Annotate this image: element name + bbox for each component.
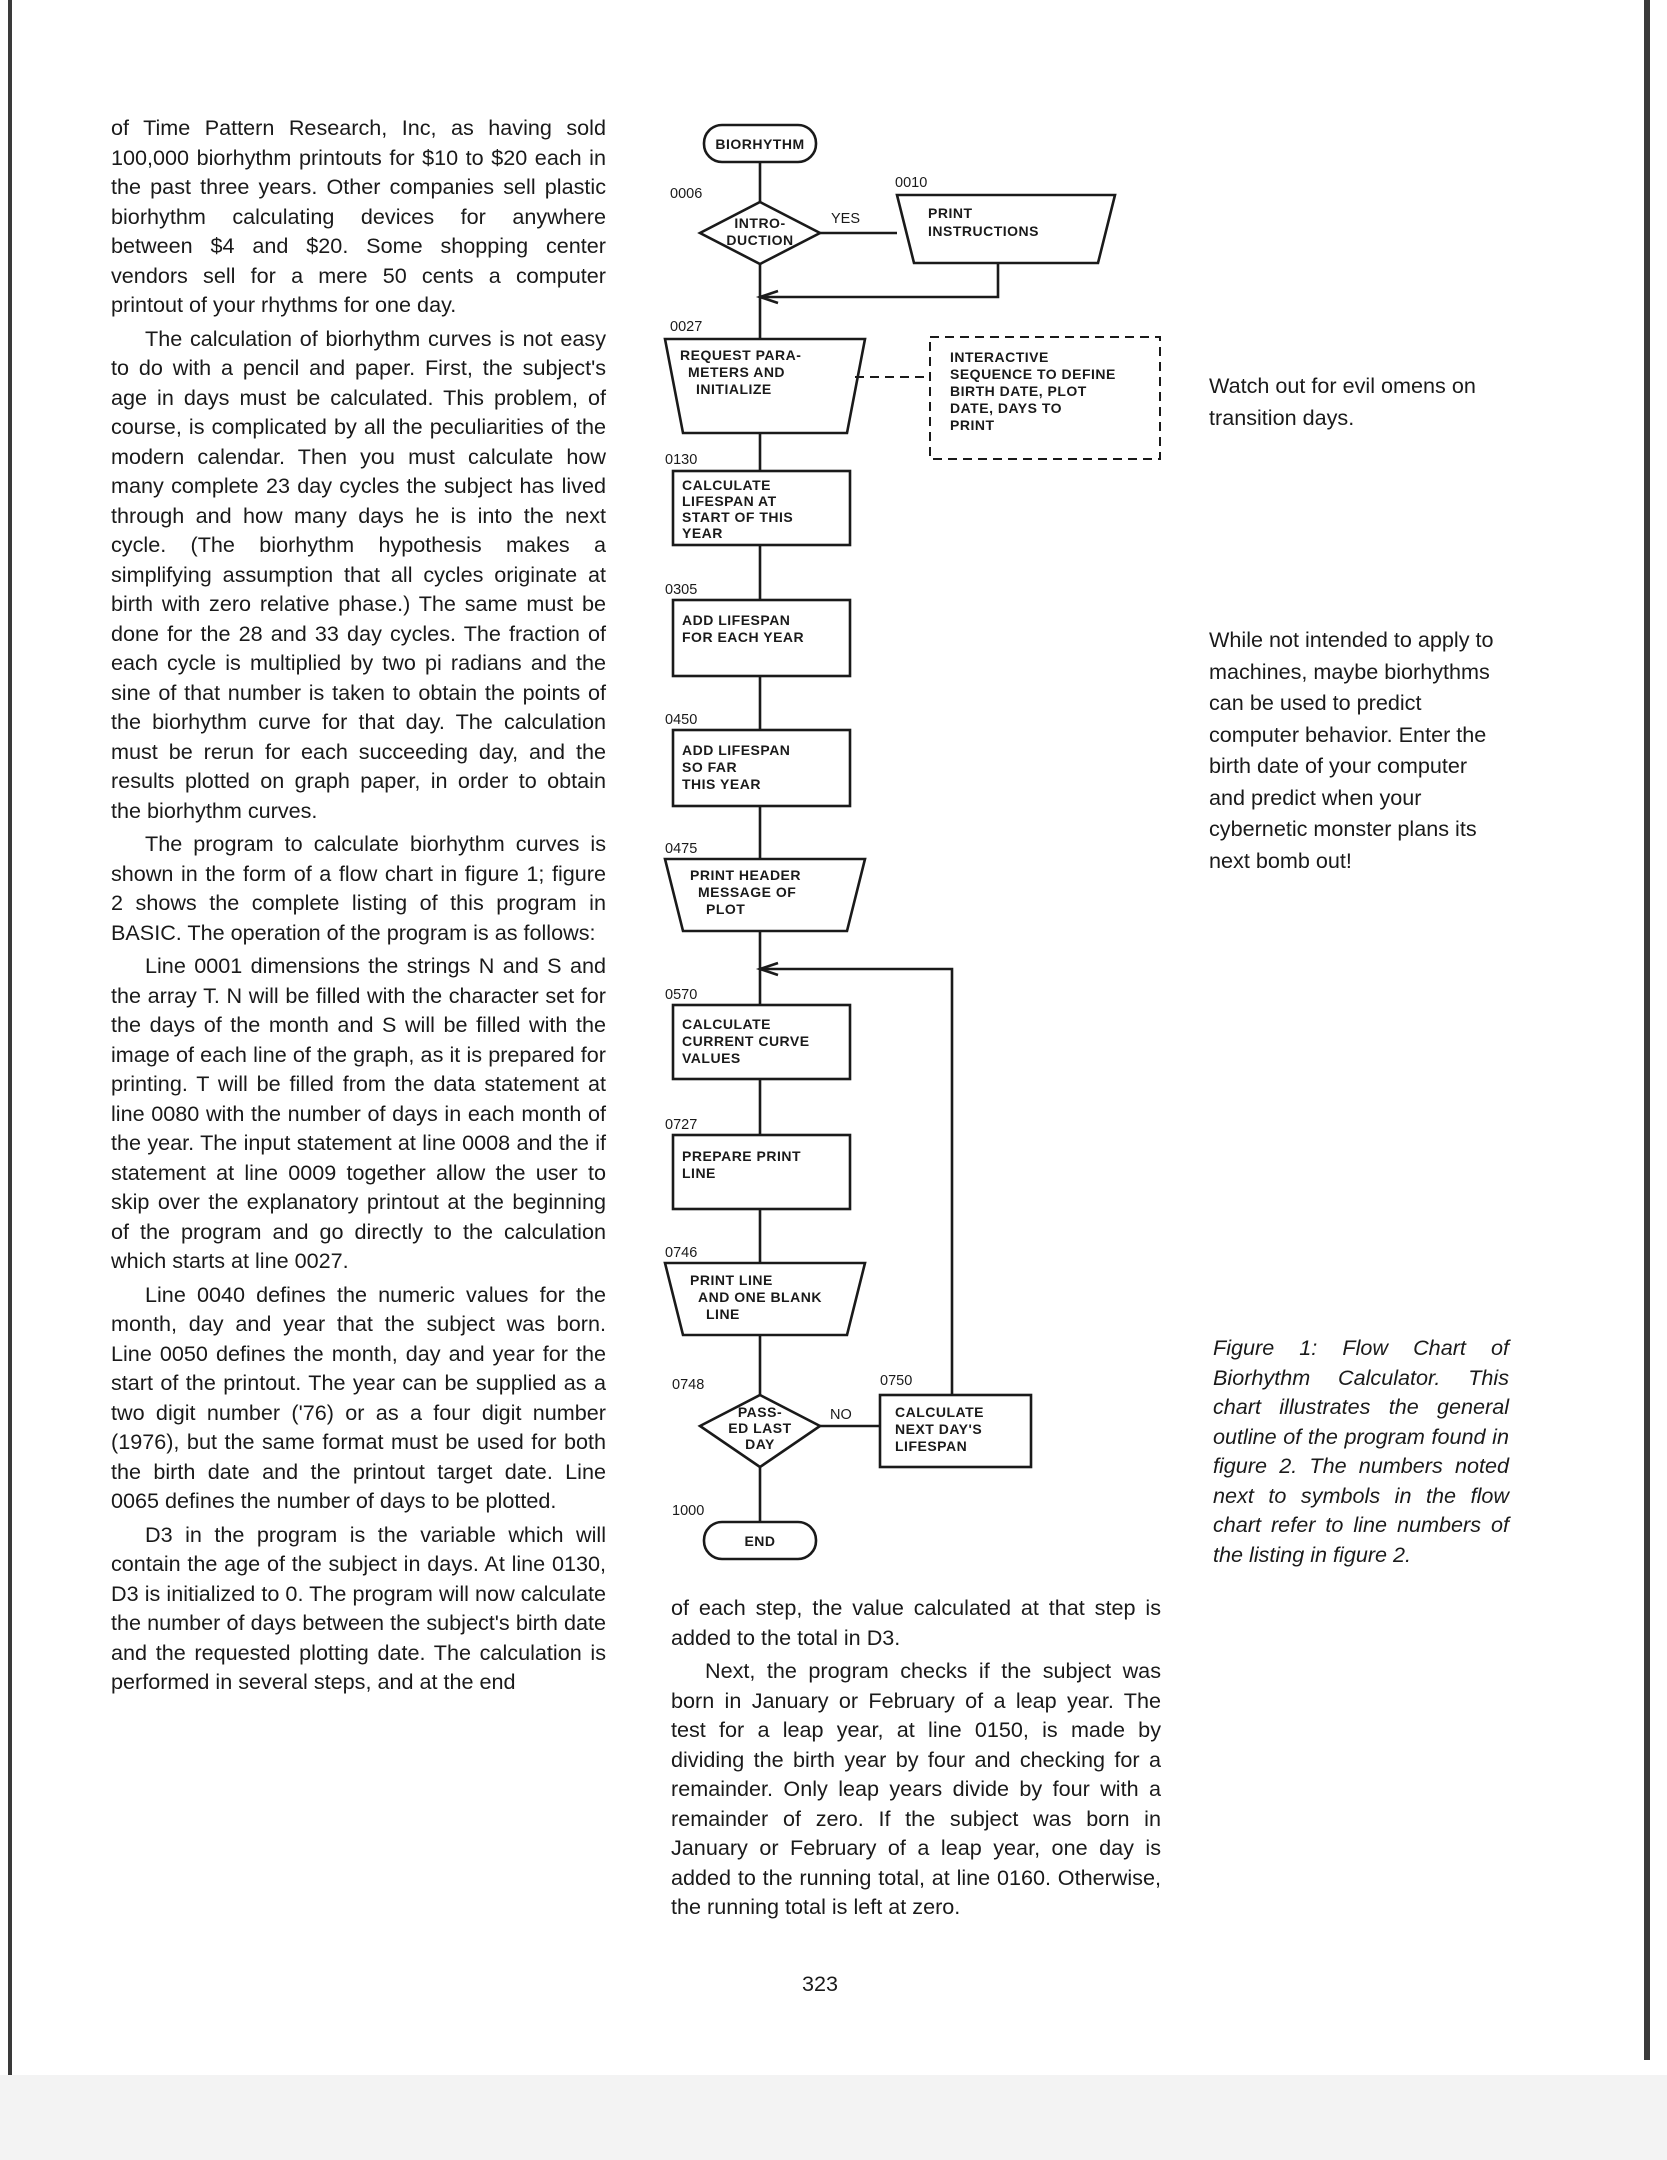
line-number-0570: 0570 (665, 987, 698, 1003)
left-paragraph-4: Line 0001 dimensions the strings N and S and the array T. N will be filled with the character set for the days of the month and S will be filled with the image of each line of the graph, as it is prepared for printing. T will be filled from the data statement at line 0080 with the number of days in each month of the year. The input statement at line 0008 and the if statement at line 0009 together allow the user to skip over the explanatory printout at the beginning of the program and go directly to the calculation which starts at line 0027. (111, 953, 606, 1273)
line-number-0475: 0475 (665, 841, 698, 857)
biorhythm-flowchart (660, 115, 1180, 1575)
left-column-text (111, 113, 606, 1701)
add-lifespan-so-far-label-2: SO FAR (682, 759, 738, 775)
line-number-0006: 0006 (670, 186, 703, 202)
request-parameters-label-3: INITIALIZE (696, 381, 772, 397)
scan-edge-right (1644, 0, 1650, 2060)
add-lifespan-each-year-label-2: FOR EACH YEAR (682, 629, 805, 645)
print-header-label-3: PLOT (706, 901, 746, 917)
calculate-curve-label-3: VALUES (682, 1050, 741, 1066)
print-header-label-1: PRINT HEADER (690, 867, 802, 883)
calculate-lifespan-label-3: START OF THIS (682, 509, 794, 525)
prepare-print-line-label-1: PREPARE PRINT (682, 1148, 802, 1164)
annotation-label-3: BIRTH DATE, PLOT (950, 383, 1087, 399)
calculate-curve-label-1: CALCULATE (682, 1016, 772, 1032)
left-paragraph-2: The calculation of biorhythm curves is not easy to do with a pencil and paper. First, the subject's age in days must be calculated. This problem, of course, is complicated by all the peculiarities of the modern calendar. Then you must calculate how many complete 23 day cycles the subject has lived through and how many days he is into the next cycle. (The biorhythm hypothesis makes a simplifying assumption that all cycles originate at birth with zero relative phase.) The same must be done for the 28 and 33 day cycles. The fraction of each cycle is multiplied by two pi radians and the sine of that number is taken to obtain the points of the biorhythm curve for that day. The calculation must be rerun for each succeeding day, and the results plotted on graph paper, in order to obtain the biorhythm curves. (111, 325, 606, 823)
add-lifespan-so-far-label-3: THIS YEAR (682, 776, 761, 792)
calculate-lifespan-label-2: LIFESPAN AT (682, 493, 777, 509)
calculate-lifespan-label-1: CALCULATE (682, 477, 772, 493)
middle-paragraph-1: of each step, the value calculated at that step is added to the total in D3. (671, 1595, 1161, 1650)
annotation-label-2: SEQUENCE TO DEFINE (950, 366, 1116, 382)
left-paragraph-5: Line 0040 defines the numeric values for the month, day and year that the subject was born. Line 0050 defines the month, day and year for the start of the printout. The year can be supplied as a two digit number ('76) or as a four digit number (1976), but the same format must be used for both the birth date and the printout target date. Line 0065 defines the number of days to be plotted. (111, 1281, 606, 1513)
no-label: NO (830, 1407, 852, 1423)
left-paragraph-3: The program to calculate biorhythm curves is shown in the form of a flow chart in figure 1; figure 2 shows the complete listing of this program in BASIC. The operation of the program is as follows: (111, 831, 606, 945)
scan-bottom-margin (0, 2075, 1667, 2160)
left-paragraph-6: D3 in the program is the variable which will contain the age of the subject in days. At line 0130, D3 is initialized to 0. The program will now calculate the number of days between the subject's birth date and the requested plotting date. The calculation is performed in several steps, and at the end (111, 1521, 606, 1694)
line-number-0027: 0027 (670, 319, 703, 335)
page-number: 323 (801, 1971, 839, 1996)
calculate-lifespan-label-4: YEAR (682, 525, 723, 541)
add-lifespan-so-far-label-1: ADD LIFESPAN (682, 742, 791, 758)
prepare-print-line-label-2: LINE (682, 1165, 716, 1181)
print-line-label-2: AND ONE BLANK (698, 1289, 822, 1305)
line-number-0010: 0010 (895, 175, 928, 191)
side-note-machines: While not intended to apply to machines, maybe biorhythms can be used to predict computer behavior. Enter the birth date of your computer and predict when your cybernetic monster plans its next bomb out! (1209, 627, 1494, 873)
scan-edge-left (8, 0, 12, 2160)
line-number-1000: 1000 (672, 1503, 705, 1519)
decision-passed-label-2: ED LAST (728, 1420, 792, 1436)
next-day-label-3: LIFESPAN (895, 1438, 968, 1454)
annotation-label-4: DATE, DAYS TO (950, 400, 1063, 416)
request-parameters-label-2: METERS AND (688, 364, 786, 380)
left-paragraph-1: of Time Pattern Research, Inc, as having sold 100,000 biorhythm printouts for $10 to $20 each in the past three years. Other companies sell plastic biorhythm calculating devices for anywhere between $4 and $20. Some shopping center vendors sell for a mere 50 cents a computer printout of your rhythms for one day. (111, 115, 606, 317)
end-label: END (744, 1533, 776, 1549)
start-label: BIORHYTHM (715, 136, 805, 152)
add-lifespan-each-year-label-1: ADD LIFESPAN (682, 612, 791, 628)
line-number-0746: 0746 (665, 1245, 698, 1261)
decision-passed-label-1: PASS- (737, 1404, 783, 1420)
decision-introduction-label-1: INTRO- (734, 215, 786, 231)
line-number-0130: 0130 (665, 452, 698, 468)
yes-label: YES (831, 211, 861, 227)
line-number-0748: 0748 (672, 1377, 705, 1393)
annotation-label-1: INTERACTIVE (950, 349, 1049, 365)
print-line-label-3: LINE (706, 1306, 740, 1322)
print-line-label-1: PRINT LINE (690, 1272, 773, 1288)
figure-caption: Figure 1: Flow Chart of Biorhythm Calculator. This chart illustrates the general outline of the program found in figure 2. The numbers noted next to symbols in the flow chart refer to line numbers of the listing in figure 2. (1213, 1335, 1509, 1567)
middle-paragraph-2: Next, the program checks if the subject was born in January or February of a leap year. The test for a leap year, at line 0150, is made by dividing the birth year by four and checking for a remainder. Only leap years divide by four with a remainder of zero. If the subject was born in January or February of a leap year, one day is added to the running total, at line 0160. Otherwise, the running total is left at zero. (671, 1658, 1161, 1919)
decision-introduction-label-2: DUCTION (726, 232, 794, 248)
decision-passed-label-3: DAY (745, 1436, 775, 1452)
calculate-curve-label-2: CURRENT CURVE (682, 1033, 810, 1049)
line-number-0305: 0305 (665, 582, 698, 598)
annotation-label-5: PRINT (950, 417, 995, 433)
middle-column-text (671, 1593, 1161, 1926)
request-parameters-label-1: REQUEST PARA- (680, 347, 802, 363)
next-day-label-1: CALCULATE (895, 1404, 985, 1420)
line-number-0727: 0727 (665, 1117, 698, 1133)
print-instructions-label-1: PRINT (928, 205, 973, 221)
print-header-label-2: MESSAGE OF (698, 884, 797, 900)
next-day-label-2: NEXT DAY'S (895, 1421, 983, 1437)
line-number-0450: 0450 (665, 712, 698, 728)
print-instructions-label-2: INSTRUCTIONS (928, 223, 1039, 239)
side-note-omens: Watch out for evil omens on transition days. (1209, 373, 1476, 430)
line-number-0750: 0750 (880, 1373, 913, 1389)
